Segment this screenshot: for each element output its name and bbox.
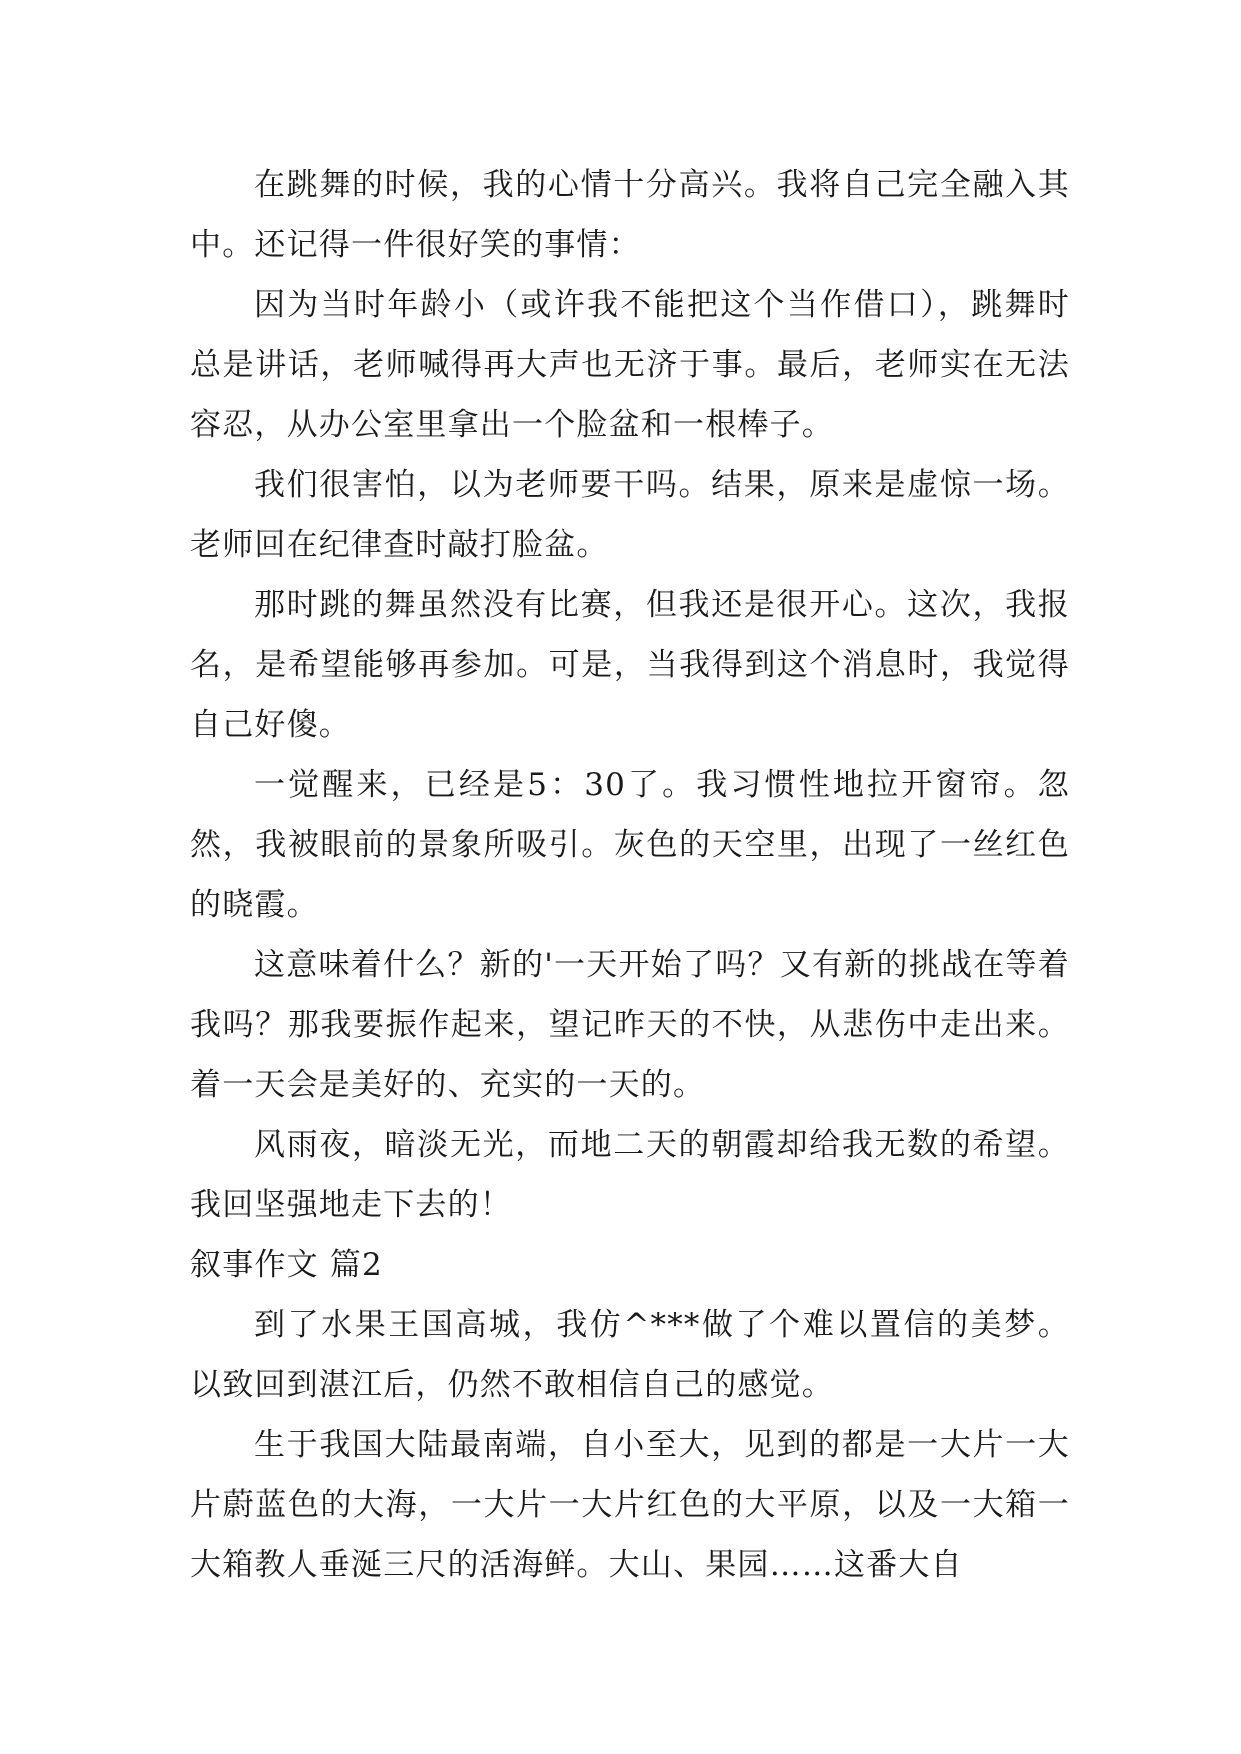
paragraph: 那时跳的舞虽然没有比赛，但我还是很开心。这次，我报名，是希望能够再参加。可是，当我得到这个消息时，我觉得自己好傻。: [190, 587, 1070, 743]
paragraph: 这意味着什么？新的'一天开始了吗？又有新的挑战在等着我吗？那我要振作起来，望记昨天的不快，从悲伤中走出来。着一天会是美好的、充实的一天的。: [190, 947, 1070, 1103]
paragraph: 因为当时年龄小（或许我不能把这个当作借口），跳舞时总是讲话，老师喊得再大声也无济于事。最后，老师实在无法容忍，从办公室里拿出一个脸盆和一根棒子。: [190, 287, 1070, 443]
document-body: [190, 155, 1070, 1595]
paragraph: 风雨夜，暗淡无光，而地二天的朝霞却给我无数的希望。我回坚强地走下去的！: [190, 1127, 1070, 1223]
paragraph: 生于我国大陆最南端，自小至大，见到的都是一大片一大片蔚蓝色的大海，一大片一大片红色的大平原，以及一大箱一大箱教人垂涎三尺的活海鲜。大山、果园……这番大自: [190, 1427, 1070, 1583]
paragraph: 到了水果王国高城，我仿^***做了个难以置信的美梦。以致回到湛江后，仍然不敢相信自己的感觉。: [190, 1307, 1070, 1403]
paragraph: 一觉醒来，已经是5：30了。我习惯性地拉开窗帘。忽然，我被眼前的景象所吸引。灰色的天空里，出现了一丝红色的晓霞。: [190, 767, 1070, 923]
section-heading: 叙事作文 篇2: [190, 1247, 383, 1283]
paragraph: 在跳舞的时候，我的心情十分高兴。我将自己完全融入其中。还记得一件很好笑的事情：: [190, 167, 1070, 263]
paragraph: 我们很害怕，以为老师要干吗。结果，原来是虚惊一场。老师回在纪律查时敲打脸盆。: [190, 467, 1070, 563]
